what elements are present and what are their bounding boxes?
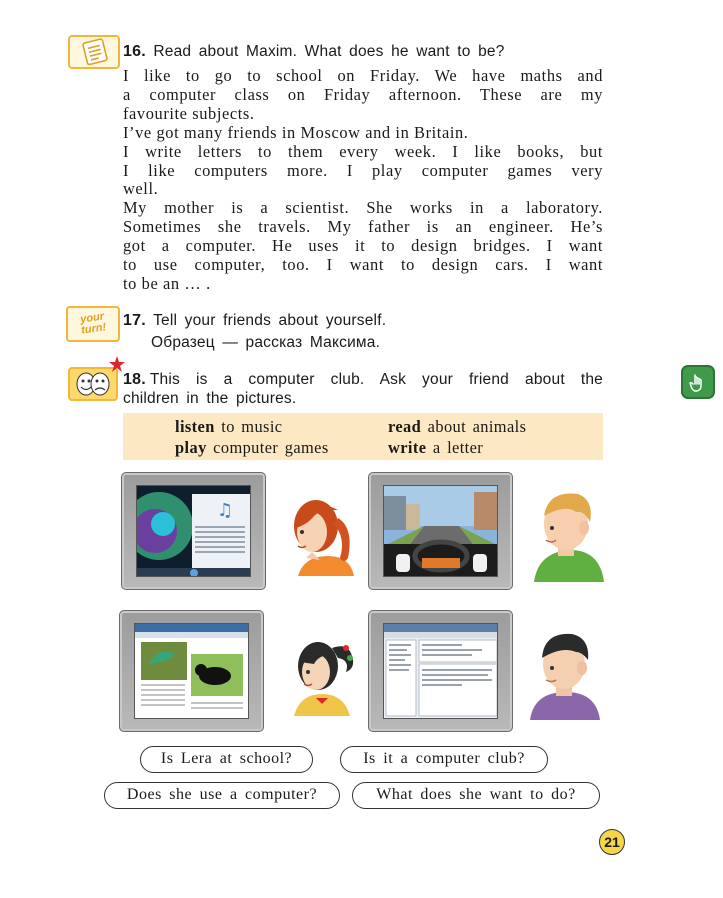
question-bubble: Is Lera at school?: [140, 746, 313, 773]
exercise-18-instruction-2: children in the pictures.: [123, 390, 297, 407]
monitor-animals-article: [119, 610, 264, 732]
music-player-screen: [136, 485, 251, 577]
passage-line: My mother is a scientist. She works in a laboratory.: [123, 198, 603, 218]
vocab-rest: about animals: [427, 417, 527, 436]
exercise-17-sample: Образец — рассказ Максима.: [151, 334, 381, 351]
vocab-rest: computer games: [213, 438, 329, 457]
monitor-music-player: [121, 472, 266, 590]
exercise-17-header: [123, 312, 386, 330]
vocab-verb: listen: [175, 417, 215, 436]
page-number: 21: [599, 829, 625, 855]
boy-blond: [526, 486, 606, 584]
svg-text:♫: ♫: [217, 500, 234, 521]
question-bubble: Does she use a computer?: [104, 782, 340, 809]
driving-game-screen: [383, 485, 498, 577]
vocab-rest: a letter: [432, 438, 484, 457]
reading-icon: [68, 35, 120, 69]
passage-line: to be an … .: [123, 273, 211, 293]
passage-line: a computer class on Friday afternoon. These are my: [123, 84, 603, 104]
girl-red-hair: [276, 488, 360, 580]
girl-dark-hair: [282, 628, 360, 718]
exercise-18-number: 18.: [123, 371, 146, 388]
vocab-verb: write: [388, 438, 427, 457]
vocab-read: [388, 417, 526, 437]
animals-article-screen: [134, 623, 249, 719]
question-bubble: What does she want to do?: [352, 782, 600, 809]
vocab-rest: to music: [221, 417, 283, 436]
exercise-18-header: [123, 371, 603, 408]
exercise-17-instruction: Tell your friends about yourself.: [153, 312, 387, 329]
exercise-18-instruction-1: This is a computer club. Ask your friend about the: [149, 371, 603, 388]
letter-screen: [383, 623, 498, 719]
monitor-letter: [368, 610, 513, 732]
vocab-play: [175, 438, 329, 458]
passage-line: Sometimes she travels. My father is an engineer. He’s: [123, 217, 603, 237]
passage-line: favourite subjects.: [123, 103, 255, 123]
passage-line: I’ve got many friends in Moscow and in Britain.: [123, 122, 469, 142]
vocab-verb: read: [388, 417, 422, 436]
exercise-16-number: 16.: [123, 43, 146, 60]
exercise-16-header: [123, 43, 505, 61]
maxim-passage: [123, 67, 603, 294]
passage-line: I like to go to school on Friday. We have maths and: [123, 66, 603, 85]
exercise-17-number: 17.: [123, 312, 146, 329]
passage-line: to use computer, too. I want to design cars. I want: [123, 255, 603, 275]
boy-dark-hair: [526, 628, 604, 722]
star-icon: [109, 356, 125, 372]
passage-line: I write letters to them every week. I like books, but: [123, 141, 603, 161]
passage-line: well.: [123, 179, 159, 199]
vocab-verb: play: [175, 438, 207, 457]
question-bubble: Is it a computer club?: [340, 746, 548, 773]
your-turn-badge: [66, 306, 120, 342]
passage-line: got a computer. He uses it to design bridges. I want: [123, 236, 603, 256]
monitor-driving-game: [368, 472, 513, 590]
exercise-16-instruction: Read about Maxim. What does he want to be?: [153, 43, 505, 60]
exercise-18-line-1: [123, 371, 603, 389]
drama-masks-icon: [68, 367, 118, 401]
vocab-write: [388, 438, 483, 458]
passage-line: I like computers more. I play computer games very: [123, 160, 603, 180]
touch-hand-icon[interactable]: [683, 367, 713, 397]
vocabulary-box: [123, 413, 603, 460]
vocab-listen: [175, 417, 282, 437]
your-turn-text: your turn!: [79, 310, 107, 337]
